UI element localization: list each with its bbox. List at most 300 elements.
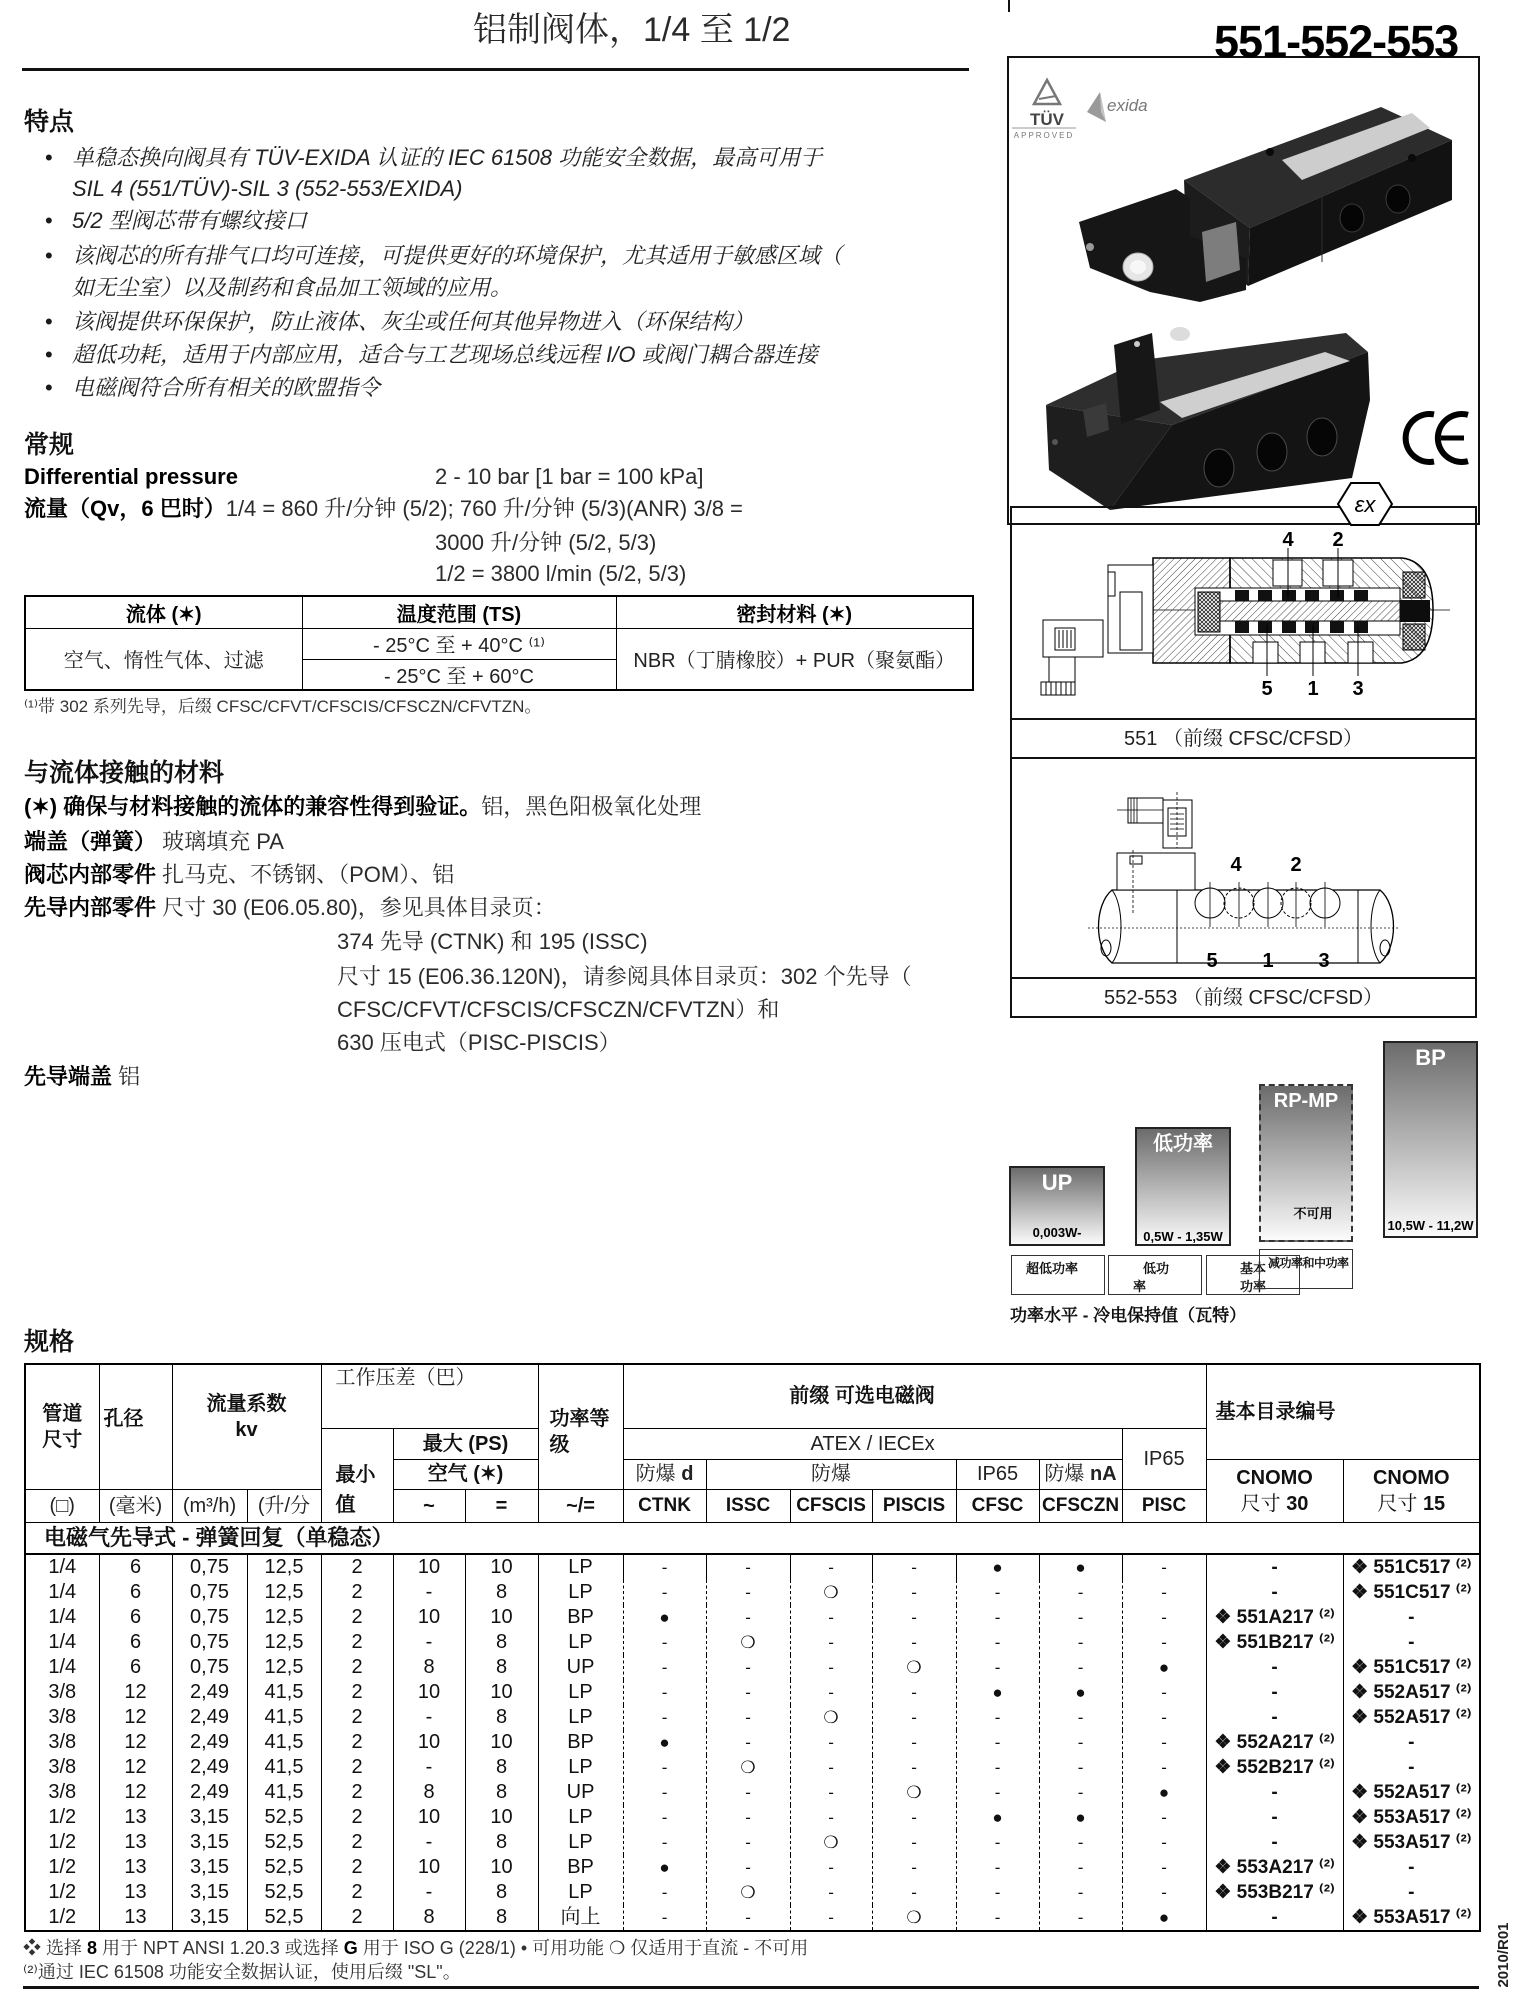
col-optional-solenoid-prefix: 前缀 可选电磁阀 [623, 1364, 1206, 1428]
power-bar-value: 10,5W - 11,2W [1387, 1218, 1474, 1233]
cell-piscis: - [872, 1730, 956, 1755]
cell-kv-m3h: 0,75 [172, 1554, 247, 1580]
cell-kv-lmin: 52,5 [247, 1805, 321, 1830]
cell-issc: - [706, 1780, 790, 1805]
col-port-size: 管道 尺寸 [25, 1364, 99, 1489]
cell-max-ac: - [393, 1880, 465, 1905]
cell-kv-lmin: 52,5 [247, 1830, 321, 1855]
unit-dc: = [465, 1489, 538, 1522]
cell-pisc: - [1122, 1554, 1206, 1580]
cell-ctnk: - [623, 1580, 706, 1605]
cell-cnomo-15: ❖ 553A517 ⁽²⁾ [1343, 1905, 1480, 1931]
cell-port-size: 1/4 [25, 1655, 99, 1680]
cell-piscis: - [872, 1630, 956, 1655]
cell-piscis: - [872, 1705, 956, 1730]
cell-port-size: 1/2 [25, 1880, 99, 1905]
cell-cnomo-15: ❖ 551C517 ⁽²⁾ [1343, 1655, 1480, 1680]
table-row [25, 1880, 1480, 1905]
table-row [25, 1655, 1480, 1680]
cell-cnomo-15: - [1343, 1855, 1480, 1880]
ce-mark-icon [1406, 414, 1468, 462]
cell-cnomo-15: - [1343, 1730, 1480, 1755]
cell-cfscis: ❍ [790, 1705, 872, 1730]
footnote-text: 用于 NPT ANSI 1.20.3 或选择 [97, 1938, 344, 1958]
cell-kv-m3h: 0,75 [172, 1655, 247, 1680]
code-cfscis: CFSCIS [790, 1489, 872, 1522]
cell-cfsc: - [956, 1730, 1039, 1755]
power-bar-value: 0,003W- [1032, 1225, 1082, 1240]
material-text: 尺寸 30 (E06.05.80)，参见具体目录页： [156, 895, 556, 920]
col-operating-pressure: 工作压差（巴） [321, 1364, 538, 1428]
cell-cnomo-30: - [1206, 1905, 1343, 1931]
cell-kv-lmin: 12,5 [247, 1630, 321, 1655]
features-heading: 特点 [24, 108, 75, 136]
cell-issc: ❍ [706, 1880, 790, 1905]
cell-cnomo-15: ❖ 552A517 ⁽²⁾ [1343, 1680, 1480, 1705]
unit-kv-m3h: (m³/h) [172, 1489, 247, 1522]
flow-label: 流量（Qv，6 巴时） [24, 496, 226, 521]
cell-kv-lmin: 52,5 [247, 1855, 321, 1880]
cell-pisc: - [1122, 1705, 1206, 1730]
cell-cfsc: ● [956, 1805, 1039, 1830]
cell-issc: ❍ [706, 1630, 790, 1655]
material-label: 先导内部零件 [24, 895, 157, 920]
cell-cfscis: - [790, 1755, 872, 1780]
feature-line: 单稳态换向阀具有 TÜV-EXIDA 认证的 IEC 61508 功能安全数据，最高可用于 [72, 145, 823, 170]
cell-power-level: BP [538, 1730, 623, 1755]
footnote-text: 用于 ISO G (228/1) • 可用功能 ❍ 仅适用于直流 - 不可用 [357, 1938, 809, 1958]
cell-max-dc: 8 [465, 1705, 538, 1730]
cell-cfscis: - [790, 1554, 872, 1580]
cell-cfsczn: - [1039, 1755, 1122, 1780]
cell-port-size: 1/4 [25, 1605, 99, 1630]
code-pisc: PISC [1122, 1489, 1206, 1522]
cell-piscis: - [872, 1805, 956, 1830]
port-label: 3 [1318, 950, 1330, 972]
table-row [25, 1680, 1480, 1705]
cell-port-size: 3/8 [25, 1705, 99, 1730]
col-orifice: 孔径 [99, 1364, 172, 1489]
cell-cfsc: ● [956, 1680, 1039, 1705]
cell-orifice: 12 [99, 1730, 172, 1755]
cell-max-dc: 8 [465, 1780, 538, 1805]
cell-pisc: - [1122, 1630, 1206, 1655]
cell-cfsc: - [956, 1655, 1039, 1680]
table-row [25, 1554, 1480, 1580]
cell-kv-m3h: 3,15 [172, 1855, 247, 1880]
power-bar-label: UP [1041, 1170, 1073, 1195]
cell-min-pressure: 2 [321, 1805, 393, 1830]
cell-kv-m3h: 3,15 [172, 1805, 247, 1830]
material-text: 铝，黑色阳极氧化处理 [481, 794, 702, 819]
cell-orifice: 6 [99, 1554, 172, 1580]
cell-issc: - [706, 1805, 790, 1830]
bullet-icon: • [45, 145, 53, 170]
col-flow-coefficient: 流量系数 kv [172, 1364, 321, 1489]
col-ex: 防爆 [706, 1459, 956, 1489]
flow-value: 3000 升/分钟 (5/2, 5/3) [435, 530, 657, 555]
power-category-label: 功率 [1240, 1279, 1267, 1294]
cell-cfsczn: - [1039, 1780, 1122, 1805]
cell-max-dc: 8 [465, 1630, 538, 1655]
diff-pressure-value: 2 - 10 bar [1 bar = 100 kPa] [435, 464, 704, 489]
drawing-552-553-caption: 552-553 （前缀 CFSC/CFSD） [1104, 987, 1383, 1009]
col-air: 空气 (✶) [393, 1459, 538, 1489]
cell-max-ac: 10 [393, 1605, 465, 1630]
cell-issc: - [706, 1855, 790, 1880]
cell-power-level: BP [538, 1855, 623, 1880]
code-piscis: PISCIS [872, 1489, 956, 1522]
spec-table [24, 1363, 1481, 1932]
cell-max-ac: 8 [393, 1655, 465, 1680]
cell-orifice: 13 [99, 1830, 172, 1855]
cell-issc: - [706, 1905, 790, 1931]
cell-cnomo-30: - [1206, 1830, 1343, 1855]
drawing-551-section [1012, 526, 1475, 718]
drawing-551-caption: 551 （前缀 CFSC/CFSD） [1124, 728, 1363, 750]
cell-cfscis: - [790, 1780, 872, 1805]
port-label: 2 [1290, 854, 1302, 876]
cell-pisc: - [1122, 1605, 1206, 1630]
col-ex-na: 防爆 nA [1039, 1459, 1122, 1489]
cell-cfscis: - [790, 1605, 872, 1630]
table-row [25, 1805, 1480, 1830]
cell-cnomo-30: ❖ 551A217 ⁽²⁾ [1206, 1605, 1343, 1630]
cell-pisc: ● [1122, 1780, 1206, 1805]
cell-kv-m3h: 3,15 [172, 1905, 247, 1931]
cell-max-dc: 8 [465, 1580, 538, 1605]
unit-kv-lmin: (升/分 [247, 1489, 321, 1522]
cell-kv-m3h: 2,49 [172, 1680, 247, 1705]
cell-kv-lmin: 41,5 [247, 1755, 321, 1780]
cell-kv-m3h: 2,49 [172, 1705, 247, 1730]
cell-ctnk: - [623, 1655, 706, 1680]
col-max-pressure: 最大 (PS) [393, 1428, 538, 1459]
cell-max-ac: - [393, 1630, 465, 1655]
cell-cfsc: - [956, 1630, 1039, 1655]
cell-max-ac: 10 [393, 1680, 465, 1705]
cell-min-pressure: 2 [321, 1580, 393, 1605]
cell-orifice: 6 [99, 1630, 172, 1655]
model-number: 551-552-553 [1214, 16, 1459, 67]
bullet-icon: • [45, 309, 53, 334]
power-bar-value: 不可用 [1293, 1206, 1333, 1221]
footnote-certification: ⁽²⁾通过 IEC 61508 功能安全数据认证，使用后缀 "SL"。 [23, 1962, 461, 1982]
cell-min-pressure: 2 [321, 1880, 393, 1905]
cell-cfsc: - [956, 1705, 1039, 1730]
cell-cnomo-30: - [1206, 1554, 1343, 1580]
cell-cfsc: - [956, 1755, 1039, 1780]
cell-cfscis: - [790, 1905, 872, 1931]
cell-issc: - [706, 1605, 790, 1630]
spec-heading: 规格 [24, 1328, 75, 1356]
cell-max-ac: 10 [393, 1855, 465, 1880]
cell-cfsczn: - [1039, 1830, 1122, 1855]
page-title: 铝制阀体，1/4 至 1/2 [473, 11, 791, 49]
cell-piscis: - [872, 1855, 956, 1880]
cell-min-pressure: 2 [321, 1730, 393, 1755]
cell-max-ac: 10 [393, 1554, 465, 1580]
footnote-option: 8 [87, 1938, 98, 1958]
cell-port-size: 3/8 [25, 1680, 99, 1705]
exida-logo [1087, 92, 1148, 122]
cell-cfsczn: - [1039, 1880, 1122, 1905]
cell-cnomo-15: - [1343, 1605, 1480, 1630]
cell-min-pressure: 2 [321, 1605, 393, 1630]
cell-port-size: 3/8 [25, 1755, 99, 1780]
power-category-label: 率 [1133, 1279, 1147, 1294]
cell-cfsc: - [956, 1830, 1039, 1855]
cell-min-pressure: 2 [321, 1655, 393, 1680]
temperature-value: - 25°C 至 + 40°C ⁽¹⁾ [302, 628, 616, 659]
table-row [25, 1780, 1480, 1805]
cell-max-dc: 10 [465, 1730, 538, 1755]
unit-ac: ~ [393, 1489, 465, 1522]
power-bar-value: 0,5W - 1,35W [1143, 1229, 1223, 1244]
cell-cfscis: - [790, 1730, 872, 1755]
cell-max-dc: 8 [465, 1755, 538, 1780]
cell-cfscis: - [790, 1880, 872, 1905]
cell-max-ac: - [393, 1830, 465, 1855]
cell-cfsczn: - [1039, 1630, 1122, 1655]
cell-min-pressure: 2 [321, 1705, 393, 1730]
tuv-logo [1012, 80, 1076, 140]
title-divider [22, 68, 969, 71]
cell-power-level: BP [538, 1605, 623, 1630]
power-category [1108, 1255, 1202, 1295]
power-bar-up [1009, 1166, 1105, 1246]
cell-orifice: 6 [99, 1580, 172, 1605]
code-issc: ISSC [706, 1489, 790, 1522]
page-marker-tick [1008, 0, 1010, 12]
cell-kv-m3h: 2,49 [172, 1780, 247, 1805]
cell-piscis: - [872, 1554, 956, 1580]
cell-orifice: 6 [99, 1655, 172, 1680]
exida-logo-text: exida [1107, 96, 1148, 115]
cell-cfsc: - [956, 1580, 1039, 1605]
flow-value: 1/2 = 3800 l/min (5/2, 5/3) [435, 561, 687, 586]
code-ctnk: CTNK [623, 1489, 706, 1522]
cell-ctnk: - [623, 1780, 706, 1805]
cell-cnomo-15: ❖ 553A517 ⁽²⁾ [1343, 1805, 1480, 1830]
col-catalog-number: 基本目录编号 [1206, 1364, 1480, 1459]
cell-cnomo-30: - [1206, 1680, 1343, 1705]
pilot-detail: CFSC/CFVT/CFSCIS/CFSCZN/CFVTZN）和 [337, 997, 780, 1022]
table-row [25, 1830, 1480, 1855]
cell-max-dc: 10 [465, 1680, 538, 1705]
cell-cfscis: - [790, 1805, 872, 1830]
power-bar-label: RP-MP [1273, 1090, 1339, 1112]
material-line [24, 794, 701, 820]
material-text: 扎马克、不锈钢、（POM）、铝 [156, 862, 455, 887]
cell-orifice: 13 [99, 1805, 172, 1830]
table-row [25, 1705, 1480, 1730]
cell-orifice: 12 [99, 1680, 172, 1705]
cell-max-dc: 8 [465, 1880, 538, 1905]
material-line [24, 829, 284, 855]
material-text: 玻璃填充 PA [156, 829, 284, 854]
cell-issc: - [706, 1730, 790, 1755]
cell-min-pressure: 2 [321, 1755, 393, 1780]
cell-port-size: 1/2 [25, 1855, 99, 1880]
flow-value: 1/4 = 860 升/分钟 (5/2); 760 升/分钟 (5/3)(ANR) 3/8 = [225, 496, 743, 521]
cell-max-ac: 10 [393, 1805, 465, 1830]
bottom-divider [23, 1986, 1479, 1989]
feature-line: 该阀提供环保保护，防止液体、灰尘或任何其他异物进入（环保结构） [72, 309, 755, 334]
code-cfsczn: CFSCZN [1039, 1489, 1122, 1522]
table-row [25, 1755, 1480, 1780]
pilot-detail: 尺寸 15 (E06.36.120N)，请参阅具体目录页：302 个先导（ [337, 964, 912, 989]
cell-max-dc: 8 [465, 1655, 538, 1680]
cell-cnomo-30: ❖ 552B217 ⁽²⁾ [1206, 1755, 1343, 1780]
cell-piscis: - [872, 1605, 956, 1630]
col-atex-iecex: ATEX / IECEx [623, 1428, 1122, 1459]
cell-cfscis: - [790, 1855, 872, 1880]
cell-cnomo-15: - [1343, 1630, 1480, 1655]
col-fluid: 流体 (✶) [25, 596, 302, 628]
cell-cfsc: - [956, 1855, 1039, 1880]
cell-cfsc: - [956, 1905, 1039, 1931]
cell-pisc: - [1122, 1580, 1206, 1605]
cell-cfsc: - [956, 1880, 1039, 1905]
feature-line: 如无尘室）以及制药和食品加工领域的应用。 [72, 275, 513, 300]
cell-cfsczn: - [1039, 1705, 1122, 1730]
cell-cnomo-30: - [1206, 1805, 1343, 1830]
cell-issc: - [706, 1830, 790, 1855]
cell-orifice: 12 [99, 1780, 172, 1805]
cell-power-level: LP [538, 1705, 623, 1730]
cell-kv-lmin: 52,5 [247, 1905, 321, 1931]
temperature-value: - 25°C 至 + 60°C [302, 659, 616, 690]
table-row [25, 1630, 1480, 1655]
power-bar-rp-mp [1259, 1084, 1353, 1242]
bullet-icon: • [45, 342, 53, 367]
cell-min-pressure: 2 [321, 1630, 393, 1655]
power-category [1259, 1249, 1353, 1289]
cell-cfscis: ❍ [790, 1580, 872, 1605]
fluid-footnote: ⁽¹⁾带 302 系列先导，后缀 CFSC/CFVT/CFSCIS/CFSCZN/CFVTZN。 [24, 697, 542, 716]
col-min-pressure: 最小 值 [321, 1428, 393, 1522]
cell-piscis: - [872, 1755, 956, 1780]
cell-min-pressure: 2 [321, 1830, 393, 1855]
cell-cfsczn: ● [1039, 1554, 1122, 1580]
bullet-icon: • [45, 243, 53, 268]
cell-kv-lmin: 52,5 [247, 1880, 321, 1905]
table-row [25, 1855, 1480, 1880]
cell-cfsczn: ● [1039, 1805, 1122, 1830]
cell-power-level: LP [538, 1630, 623, 1655]
cell-ctnk: ● [623, 1605, 706, 1630]
cell-ctnk: - [623, 1554, 706, 1580]
cell-cnomo-15: ❖ 551C517 ⁽²⁾ [1343, 1580, 1480, 1605]
cell-port-size: 1/2 [25, 1805, 99, 1830]
cell-piscis: - [872, 1680, 956, 1705]
unit-orifice: (毫米) [99, 1489, 172, 1522]
cell-orifice: 12 [99, 1705, 172, 1730]
cell-cnomo-15: - [1343, 1755, 1480, 1780]
cell-cfscis: ❍ [790, 1830, 872, 1855]
section-title: 电磁气先导式 - 弹簧回复（单稳态） [25, 1522, 1480, 1554]
cell-issc: - [706, 1580, 790, 1605]
cell-kv-m3h: 3,15 [172, 1830, 247, 1855]
port-label: 3 [1352, 678, 1364, 700]
cell-ctnk: ● [623, 1730, 706, 1755]
cell-pisc: - [1122, 1880, 1206, 1905]
drawing-divider [1010, 757, 1477, 759]
pilot-detail: 374 先导 (CTNK) 和 195 (ISSC) [337, 929, 648, 954]
bullet-icon: • [45, 208, 53, 233]
cell-pisc: ● [1122, 1905, 1206, 1931]
material-line [24, 1064, 140, 1090]
cell-pisc: - [1122, 1805, 1206, 1830]
general-heading: 常规 [24, 431, 75, 459]
col-cnomo-30: CNOMO 尺寸 30 [1206, 1459, 1343, 1522]
power-category [1011, 1255, 1105, 1295]
cell-cfscis: - [790, 1630, 872, 1655]
material-text: 铝 [112, 1064, 141, 1089]
feature-line: SIL 4 (551/TÜV)-SIL 3 (552-553/EXIDA) [72, 176, 463, 201]
port-label: 4 [1230, 854, 1242, 876]
bullet-icon: • [45, 375, 53, 400]
cell-power-level: UP [538, 1655, 623, 1680]
cell-piscis: - [872, 1830, 956, 1855]
feature-line: 电磁阀符合所有相关的欧盟指令 [72, 375, 381, 400]
cell-kv-m3h: 3,15 [172, 1880, 247, 1905]
cell-max-ac: 8 [393, 1905, 465, 1931]
cell-ctnk: - [623, 1880, 706, 1905]
cell-cnomo-30: ❖ 553B217 ⁽²⁾ [1206, 1880, 1343, 1905]
cell-max-dc: 10 [465, 1805, 538, 1830]
cell-cnomo-30: ❖ 551B217 ⁽²⁾ [1206, 1630, 1343, 1655]
cell-max-ac: 10 [393, 1730, 465, 1755]
feature-line: 5/2 型阀芯带有螺纹接口 [72, 208, 307, 233]
cell-issc: ❍ [706, 1755, 790, 1780]
cell-max-dc: 10 [465, 1855, 538, 1880]
cell-kv-m3h: 0,75 [172, 1630, 247, 1655]
cell-kv-lmin: 12,5 [247, 1655, 321, 1680]
col-cnomo-15: CNOMO 尺寸 15 [1343, 1459, 1480, 1522]
cell-max-dc: 10 [465, 1554, 538, 1580]
fluid-table [24, 595, 974, 691]
pilot-detail: 630 压电式（PISC-PISCIS） [337, 1030, 621, 1055]
cell-ctnk: - [623, 1805, 706, 1830]
cell-min-pressure: 2 [321, 1780, 393, 1805]
feature-line: 该阀芯的所有排气口均可连接，可提供更好的环境保护，尤其适用于敏感区域（ [72, 243, 843, 268]
tuv-logo-text: TÜV [1030, 110, 1064, 129]
cell-cfsczn: - [1039, 1655, 1122, 1680]
flow-row [24, 496, 743, 522]
cell-cfsczn: - [1039, 1730, 1122, 1755]
cell-kv-lmin: 12,5 [247, 1554, 321, 1580]
cell-power-level: LP [538, 1880, 623, 1905]
power-category-label: 基本 [1240, 1261, 1267, 1276]
cell-max-ac: - [393, 1755, 465, 1780]
table-row [25, 1905, 1480, 1931]
cell-kv-m3h: 0,75 [172, 1580, 247, 1605]
cell-issc: - [706, 1705, 790, 1730]
power-category-label: 减功率和中功率 [1268, 1256, 1349, 1270]
valve-photo-551 [1079, 107, 1452, 302]
power-bar-label: BP [1415, 1045, 1446, 1070]
cell-power-level: LP [538, 1830, 623, 1855]
unit-port-size: (□) [25, 1489, 99, 1522]
cell-pisc: - [1122, 1855, 1206, 1880]
power-level-caption: 功率水平 - 冷电保持值（瓦特） [1010, 1306, 1247, 1325]
cell-port-size: 1/4 [25, 1580, 99, 1605]
cell-min-pressure: 2 [321, 1855, 393, 1880]
cell-kv-lmin: 41,5 [247, 1680, 321, 1705]
port-label: 5 [1206, 950, 1218, 972]
